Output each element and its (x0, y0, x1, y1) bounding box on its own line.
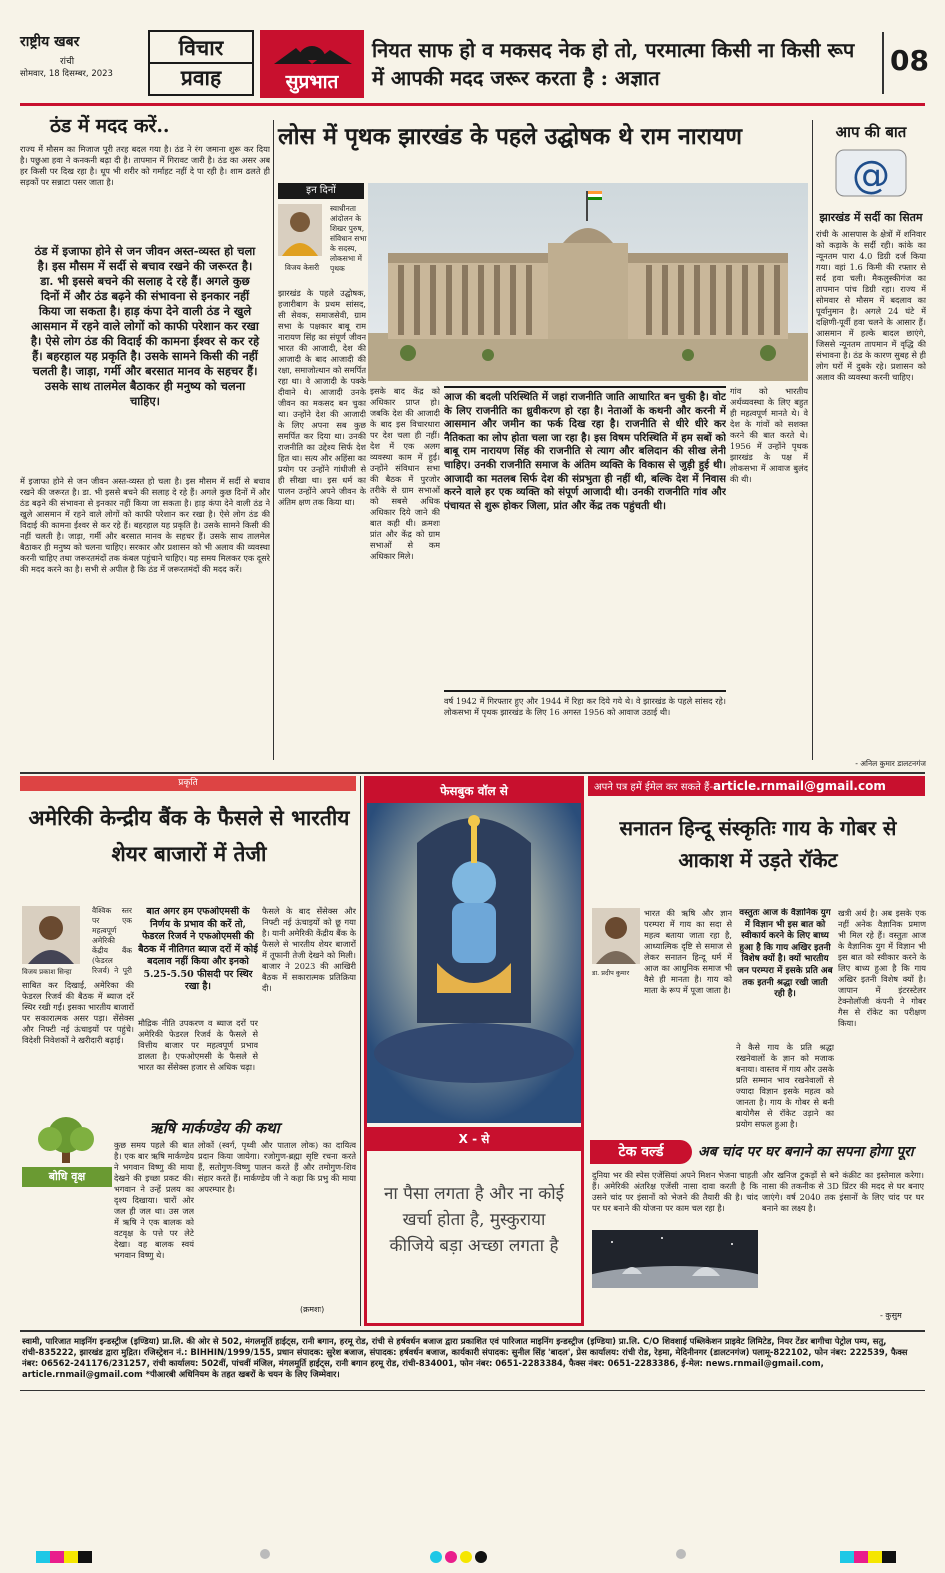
letters-body: रांची के आसपास के क्षेत्रों में शनिवार को कड़ाके के सर्दी रही। कांके का न्यूनतम पारा 4.0 डिग्री दर्ज किया गया। वहां 1.6 किमी की रफ्तार से सर्द हवा चली। मैकलुस्कीगंज का तापमान पांच डिग्री रहा। राज्य में सोमवार से मौसम में बदलाव का पूर्वानुमान है। अगले 24 घंटे में दक्षिणी-पूर्वी हवा चलने के आसार हैं। आसमान में हल्के बादल छाएंगे, जिससे न्यूनतम तापमान में वृद्धि की संभावना है। ठंड के कारण सुबह से ही लोग घरों में दुबके रहे। प्रशासन को अलाव की व्यवस्था करनी चाहिए। (816, 229, 926, 382)
prakriti-headline: अमेरिकी केन्द्रीय बैंक के फैसले से भारतीय शेयर बाजारों में तेजी (28, 805, 350, 866)
letters-signature: - अनिल कुमार डालटनगंज (855, 759, 926, 768)
registration-colorbar-left (36, 1548, 92, 1567)
email-banner (588, 776, 925, 796)
section-title-line1: विचार (178, 35, 224, 60)
story-tag: बोधि वृक्ष (22, 1167, 112, 1187)
editorial-highlight: ठंड में इजाफा होने से जन जीवन अस्त-व्यस्त हो चला है। इस मौसम में सर्दी से बचाव रखने की जरूरत है। डा. भी इससे बचने की सलाह दे रहे हैं। अगले कुछ दिनों में और ठंड बढ़ने की संभावना से इनकार नहीं किया जा सकता है। हाड़ कंपा देने वाली ठंड ने खुले आसमान में रहने वाले लोगों को काफी परेशान कर रखा है। ऐसे लोग ठंड की विदाई की कामना ईश्वर से कर रहे हैं। बहरहाल यह प्रकृति है। उसके सामने किसी की नहीं चलती है। जाड़ा, गर्मी और बरसात मानव के सहचर हैं। उसके साथ तालमेल बैठाकर ही मनुष्य को चलना चाहिए। (30, 244, 260, 408)
col-divider-2 (812, 120, 813, 760)
col-divider-3 (360, 776, 361, 1326)
facebook-wall (364, 776, 584, 1326)
lead-col1: झारखंड के पहले उद्घोषक, हजारीबाग के प्रथम सांसद, सी सेवक, समाजसेवी, ग्राम सभा के पक्षकार बाबू राम नारायण सिंह का संपूर्ण जीवन भारत की आजादी, देश की आजादी के बाद आजादी की रक्षा, समाजोत्थान को समर्पित रहा था। वे आजादी के पक्के दीवाने थे। आजादी उनके जीवन का मकसद बन चुका था। उन्होंने देश की आजादी के लिए अपना सब कुछ समर्पित कर दिया था। उनकी राजनीति का उद्देश्य सिर्फ देश हित था। सत्य और अहिंसा का प्रयोग पर उन्होंने गांधीजी से ही सीखा था। इस धर्म का पालन उन्होंने अपने जीवन के अंतिम क्षण तक किया था। (278, 288, 366, 507)
sanatan-author-name: डा. प्रदीप कुमार (592, 969, 630, 977)
sanatan-headline: सनातन हिन्दू संस्कृतिः गाय के गोबर से आकाश में उड़ते रॉकेट (619, 816, 897, 872)
sanatan-author-block (592, 908, 642, 977)
lead-col3: गांव को भारतीय अर्थव्यवस्था के लिए बहुत ही महत्वपूर्ण मानते थे। वे देश के गांवों को सशक्त करने की बात करते थे। 1956 में उन्होंने पृथक झारखंड के पक्ष में लोकसभा में आवाज बुलंद की थी। (730, 386, 808, 484)
sanatan-pullquote: वस्तुतः आज के वैज्ञानिक युग में विज्ञान भी इस बात को स्वीकार्य करने के लिए बाध्य हुआ है कि गाय अखिर इतनी विशेष क्यों है। क्यों भारतीय जन परम्परा में इसके प्रति अब तक इतनी श्रद्धा रखी जाती रही है। (737, 908, 833, 1000)
column-tag: इन दिनों (278, 183, 364, 199)
page-number: 08 (890, 44, 929, 77)
logo-text: सुप्रभात (285, 71, 339, 93)
facebook-wall-title: फेसबुक वॉल से (367, 779, 581, 803)
author-note: स्वाधीनता आंदोलन के शिखर पुरुष, संविधान सभा के सदस्य, लोकसभा में पृथक (330, 204, 367, 273)
author-photo (278, 204, 322, 256)
x-title: X - से (367, 1127, 581, 1151)
prakriti-lead: वैश्विक स्तर पर एक महत्वपूर्ण अमेरिकी केंद्रीय बैंक (फेडरल रिजर्व) ने पूरी (92, 906, 132, 975)
sanatan-col3: खत्री अर्थ है। अब इसके एक नहीं अनेक वैज्ञानिक प्रमाण भी मिल रहे हैं। वस्तुतः आज के वैज्ञानिक युग में विज्ञान भी इस बात को स्वीकार करने के लिए बाध्य हुआ है कि गाय अखिर इतनी विशेष क्यों है। जापान में इंटरस्टेलर टेक्नोलॉजी कंपनी ने गोबर गैस से रॉकेट का परीक्षण किया। (838, 908, 926, 1028)
footer-imprint: स्वामी, पारिजात माइनिंग इन्डस्ट्रीज (इण्डिया) प्रा.लि. की ओर से 502, मंगलमूर्ति हाईट्स, रानी बगान, हरमू रोड, रांची से हर्षवर्धन बजाज द्वारा प्रकाशित एवं पारिजात माइनिंग इन्डस्ट्रीज (इण्डिया) प्रा.लि. C/O शिवशाई पब्लिकेशन प्राइवेट लिमिटेड, नियर टेंडर बागीचा पेट्रोल पम्प, सतु, रांची-835222, झारखंड द्वारा मुद्रित। रजिस्ट्रेशन नं.: BIHHIN/1999/155, प्रधान संपादक: सुरेश बजाज, संपादक: हर्षवर्धन बजाज, कार्यकारी संपादक: सुनील सिंह 'बादल', प्रेस कार्यालय: रांची रोड, रेड़मा, मेदिनीनगर (डालटनगंज) पलामू-822102, फोन नंबर: 222539, फैक्स नंबर: 06562-241176/231257, रांची कार्यालय: 502वीं, पांचवीं मंजिल, मंगलमूर्ति हाईट्स, रानी बगान हरमू रोड, रांची-834001, फोन नंबर: 0651-2283384, फैक्स नंबर: 0651-2283386, ई-मेल: news.rnmail@gmail.com, article.rnmail@gmail.com *पीआरबी अधिनियम के तहत खबरों के चयन के लिए जिम्मेवार। (22, 1336, 908, 1379)
section-title (148, 30, 254, 96)
email-banner-text: अपने पत्र हमें ईमेल कर सकते हैं- (594, 782, 713, 793)
email-link[interactable]: article.rnmail@gmail.com (712, 779, 886, 793)
author-name: विजय केसरी (284, 263, 320, 272)
x-quote: ना पैसा लगता है और ना कोई खर्चा होता है, मुस्कुराया कीजिये बड़ा अच्छा लगता है (383, 1184, 565, 1256)
editorial (20, 112, 270, 767)
tech-col2: और खनिज टुकड़ों से बने कंक्रीट का इस्तेमाल करेगा। नासा की तकनीक से 3D प्रिंटर की मदद से घर बनाए जाएंगे। वर्ष 2040 तक इंसानों के लिए चांद पर घर बनाने का लक्ष्य है। (762, 1170, 924, 1213)
parliament-building-image (368, 183, 808, 381)
editorial-body: में इजाफा होने से जन जीवन अस्त-व्यस्त हो चला है। इस मौसम में सर्दी से बचाव रखने की जरूरत है। डा. भी इससे बचने की सलाह दे रहे हैं। अगले कुछ दिनों में और ठंड बढ़ने की संभावना से इनकार नहीं किया जा सकता है। हाड़ कंपा देने वाली ठंड ने खुले आसमान में रहने वाले लोगों को काफी परेशान कर रखा है। ऐसे लोग ठंड की विदाई की कामना ईश्वर से कर रहे हैं। बहरहाल यह प्रकृति है। उसके सामने किसी की नहीं चलती है। जाड़ा, गर्मी और बरसात मानव के सहचर हैं। उसके साथ तालमेल बैठाकर ही मनुष्य को चलना चाहिए। सरकार और प्रशासन को भी अलाव की व्यवस्था करनी चाहिए तथा जरूरतमंदों तक कंबल पहुंचाने चाहिए। यह समय मिलकर एक दूसरे की मदद करने का है। सभी से अपील है कि ठंड में जरूरतमंदों की मदद करें। (20, 476, 270, 574)
lead-bottom: वर्ष 1942 में गिरफ्तार हुए और 1944 में रिहा कर दिये गये थे। वे झारखंड के पहले सांसद रहे। लोकसभा में पृथक झारखंड के लिए 16 अगस्त 1956 को आवाज उठाई थी। (444, 696, 726, 717)
footer-rule (20, 1330, 925, 1332)
lead-headline: लोस में पृथक झारखंड के पहले उद्घोषक थे राम नारायण (278, 123, 743, 150)
section-title-line2: प्रवाह (150, 62, 252, 92)
tech-headline: अब चांद पर घर बनाने का सपना होगा पूरा (698, 1144, 914, 1160)
letters-subtitle: झारखंड में सर्दी का सितम (819, 211, 923, 224)
tree-icon (22, 1115, 112, 1163)
shiva-image (367, 803, 581, 1123)
registration-colorbar-right (840, 1548, 896, 1567)
story-footer: (क्रमशः) (300, 1305, 325, 1314)
prakriti-col1: साबित कर दिखाई, अमेरिका की फेडरल रिजर्व की बैठक में ब्याज दरें स्थिर रखी गईं। इसका भारतीय बाजारों पर सकारात्मक असर पड़ा। सेंसेक्स और निफ्टी नई ऊंचाइयों पर पहुंचे। विदेशी निवेशकों ने खरीदारी बढ़ाई। (22, 980, 134, 1045)
tech-col1-cont (592, 1290, 758, 1320)
at-sign-icon (816, 146, 926, 202)
author-block (278, 204, 326, 282)
prakriti-tag: प्रकृति (20, 776, 356, 791)
page-number-divider (882, 32, 884, 94)
col-divider-1 (273, 120, 274, 760)
footer-bottom-rule (20, 1390, 925, 1391)
registration-dots-center (430, 1548, 487, 1567)
sunrise-icon (260, 30, 364, 70)
moon-base-image (592, 1230, 758, 1288)
sanatan-author-photo (592, 908, 640, 964)
parliament-photo (368, 183, 808, 381)
registration-mark-left (260, 1549, 270, 1559)
registration-mark-right (676, 1549, 686, 1559)
tech-col1: दुनिया भर की स्पेस एजेंसियां अपने मिशन भेजना चाहती हैं। अमेरिकी अंतरिक्ष एजेंसी नासा दावा करती है कि उसने चांद पर इंसानों को भेजने की तैयारी की है। चांद पर घर बनाने की योजना पर काम चल रहा है। (592, 1170, 758, 1213)
svg-text:@: @ (852, 153, 890, 197)
city: रांची (60, 57, 75, 67)
paper-name: राष्ट्रीय खबर (20, 34, 80, 50)
sanatan-col1: भारत की ऋषि और ज्ञान परम्परा में गाय का सदा से महत्व बताया जाता रहा है, आध्यात्मिक दृष्टि से समाज से लेकर सनातन हिन्दू धर्म में आज का आधुनिक समाज भी वैसे ही मानता है। गाय को माता के रूप में पूजा जाता है। (644, 908, 732, 995)
prakriti-pullquote: बात अगर हम एफओएमसी के निर्णय के प्रभाव की करें तो, फेडरल रिजर्व ने एफओएमसी की बैठक में नीतिगत ब्याज दरों में कोई बदलाव नहीं किया और इनको 5.25-5.50 फीसदी पर स्थिर रखा है। (138, 906, 258, 992)
prakriti-author-photo (22, 906, 80, 964)
tech-signature: - कुसुम (880, 1311, 902, 1320)
editorial-intro: राज्य में मौसम का मिजाज पूरी तरह बदल गया है। ठंड ने रंग जमाना शुरू कर दिया है। पछुआ हवा ने कनकनी बढ़ा दी है। तापमान में गिरावट जारी है। ठंड का असर अब हर किसी पर दिख रहा है। धूप भी शरीर को गर्माहट नहीं दे पा रही है। शाम ढलते ही सड़कों पर सन्नाटा पसर जाता है। (20, 144, 270, 187)
letters (816, 122, 926, 768)
suprabhat-logo (260, 30, 364, 98)
letters-title: आप की बात (835, 123, 907, 141)
tech-col2-cont (762, 1230, 924, 1312)
lead-col2: इसके बाद केंद्र को अधिकार प्राप्त हो। जबकि देश की आजादी के बाद इस विचारधारा पर देश चला ही नहीं। देश में एक अलग व्यवस्था काम में हुई। उन्होंने संविधान सभा की बैठक में पुरजोर तरीके से ग्राम सभाओं को सबसे अधिक अधिकार दिये जाने की बात कही थी। क्रमशः प्रांत और केंद्र को ग्राम सभाओं से कम अधिकार मिले। (370, 386, 440, 561)
mid-horizontal-rule (20, 772, 925, 774)
masthead (20, 30, 929, 102)
date: सोमवार, 18 दिसम्बर, 2023 (20, 69, 113, 79)
quote: नियत साफ हो व मकसद नेक हो तो, परमात्मा किसी ना किसी रूप में आपकी मदद जरूर करता है : अज्ञात (372, 38, 855, 90)
prakriti-col3: फैसले के बाद सेंसेक्स और निफ्टी नई ऊंचाइयों को छू गया है। यानी अमेरिकी केंद्रीय बैंक के फैसले से भारतीय शेयर बाजारों में तूफानी तेजी देखने को मिली। बाजार ने 2023 की आखिरी बैठक में सकारात्मक प्रतिक्रिया दी। (262, 906, 356, 993)
lead-pullquote: आज की बदली परिस्थिति में जहां राजनीति जाति आधारित बन चुकी है। वोट के लिए राजनीति का ध्रुवीकरण हो रहा है। नेताओं के कथनी और करनी में आसमान और जमीन का फर्क दिख रहा है। राजनीति से धीरे धीरे कर नैतिकता का लोप होता चला जा रहा है। इस विषम परिस्थिति में हम सबों को बाबू राम नारायण सिंह की राजनीति से त्याग और बलिदान की सीख लेनी चाहिए। उनकी राजनीति समाज के अंतिम व्यक्ति के विकास से जुड़ी हुई थी। आजादी का मतलब सिर्फ देश की संप्रभुता ही नहीं थी, बल्कि देश में निवास करने वाले हर एक व्यक्ति को संपूर्ण आजादी थी। उनकी राजनीति गांव और पंचायत से शुरू होकर जिला, प्रांत और केंद्र तक पहुंचती थी। (444, 386, 726, 692)
prakriti-author-block (22, 906, 92, 976)
story-tree-block (22, 1115, 112, 1187)
masthead-rule (20, 103, 925, 106)
story-body: कुछ समय पहले की बात है। एक बार ऋषि मार्कण्डेय ने भगवान विष्णु की माया देखने की इच्छा प्रकट की। भगवान ने उन्हें प्रलय का दृश्य दिखाया। चारों ओर जल ही जल था। उस जल में ऋषि ने एक बालक को वटवृक्ष के पत्ते पर लेटे देखा। वह बालक स्वयं भगवान विष्णु थे। (114, 1140, 194, 1260)
sanatan-col2: ने कैसे गाय के प्रति श्रद्धा रखनेवालों के ज्ञान को मजाक बनाया। वास्तव में गाय और उसके प्रति सम्मान भाव रखनेवालों से ज्यादा विज्ञान इसके महत्व को जानता है। गाय के गोबर से बनी बायोगैस से रॉकेट उड़ाने का प्रयोग सफल हुआ है। (736, 1042, 834, 1129)
prakriti-author-name: विजय प्रकाश सिन्हा (22, 968, 72, 976)
story-title: ऋषि मार्कण्डेय की कथा (150, 1119, 280, 1137)
tech-tag: टेक वर्ल्ड (590, 1140, 692, 1164)
editorial-title: ठंड में मदद करें.. (50, 115, 170, 137)
moon-photo (592, 1230, 758, 1288)
story-body-2: लोकों (स्वर्ग, पृथ्वी और पाताल लोक) का दायित्व प्रदान किया जायेगा। रजोगुण-ब्रह्मा सृष्टि रचना करते हैं, सतोगुण-विष्णु पालन करते हैं और तमोगुण-शिव संहार करते हैं। मार्कण्डेय जी ने कहा कि प्रभु की माया अपरम्पार है। (198, 1140, 356, 1194)
prakriti-col2: मौद्रिक नीति उपकरण व ब्याज दरों पर अमेरिकी फेडरल रिजर्व के फैसले से वित्तीय बाजार पर महत्वपूर्ण प्रभाव डालता है। एफओएमसी के फैसले से भारत का सेंसेक्स हजार से अधिक चढ़ा। (138, 1018, 258, 1072)
